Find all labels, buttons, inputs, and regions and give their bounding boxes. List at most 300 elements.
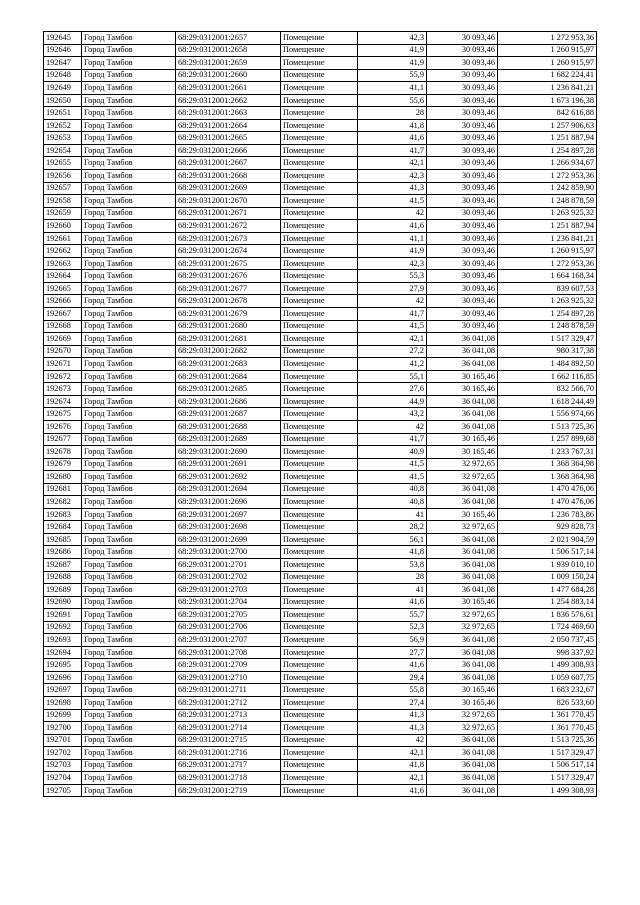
cadastral-value-cell: 1 233 767,31 <box>498 446 597 459</box>
cadastral-number-cell: 68:29:0312001:2687 <box>176 408 281 421</box>
table-row <box>44 107 597 120</box>
area-cell: 41,5 <box>358 320 427 333</box>
area-cell: 42,3 <box>358 257 427 270</box>
unit-value-cell: 30 093,46 <box>427 320 498 333</box>
cadastral-number-cell: 68:29:0312001:2667 <box>176 157 281 170</box>
cadastral-number-cell: 68:29:0312001:2669 <box>176 182 281 195</box>
cadastral-value-cell: 2 050 737,45 <box>498 634 597 647</box>
unit-value-cell: 32 972,65 <box>427 521 498 534</box>
row-number-cell: 192654 <box>44 144 82 157</box>
area-cell: 27,6 <box>358 383 427 396</box>
object-type-cell: Помещение <box>281 44 358 57</box>
table-row <box>44 621 597 634</box>
object-type-cell: Помещение <box>281 784 358 797</box>
object-type-cell: Помещение <box>281 358 358 371</box>
row-number-cell: 192701 <box>44 734 82 747</box>
object-type-cell: Помещение <box>281 734 358 747</box>
cadastral-value-cell: 1 260 915,97 <box>498 57 597 70</box>
cadastral-number-cell: 68:29:0312001:2671 <box>176 207 281 220</box>
row-number-cell: 192679 <box>44 458 82 471</box>
table-row <box>44 295 597 308</box>
unit-value-cell: 30 165,46 <box>427 508 498 521</box>
object-type-cell: Помещение <box>281 558 358 571</box>
object-type-cell: Помещение <box>281 308 358 321</box>
cadastral-value-cell: 1 260 915,97 <box>498 44 597 57</box>
area-cell: 42,1 <box>358 772 427 785</box>
city-cell: Город Тамбов <box>82 759 176 772</box>
cadastral-number-cell: 68:29:0312001:2658 <box>176 44 281 57</box>
row-number-cell: 192656 <box>44 170 82 183</box>
area-cell: 41,1 <box>358 82 427 95</box>
object-type-cell: Помещение <box>281 257 358 270</box>
object-type-cell: Помещение <box>281 320 358 333</box>
cadastral-value-cell: 1 499 308,93 <box>498 659 597 672</box>
table-row <box>44 119 597 132</box>
table-row <box>44 320 597 333</box>
table-row <box>44 684 597 697</box>
row-number-cell: 192677 <box>44 433 82 446</box>
city-cell: Город Тамбов <box>82 94 176 107</box>
cadastral-value-cell: 1 368 364,98 <box>498 471 597 484</box>
cadastral-number-cell: 68:29:0312001:2711 <box>176 684 281 697</box>
table-row <box>44 496 597 509</box>
area-cell: 41,7 <box>358 308 427 321</box>
object-type-cell: Помещение <box>281 458 358 471</box>
object-type-cell: Помещение <box>281 546 358 559</box>
row-number-cell: 192688 <box>44 571 82 584</box>
cadastral-number-cell: 68:29:0312001:2664 <box>176 119 281 132</box>
unit-value-cell: 32 972,65 <box>427 458 498 471</box>
unit-value-cell: 30 093,46 <box>427 82 498 95</box>
row-number-cell: 192697 <box>44 684 82 697</box>
city-cell: Город Тамбов <box>82 132 176 145</box>
row-number-cell: 192681 <box>44 483 82 496</box>
cadastral-number-cell: 68:29:0312001:2662 <box>176 94 281 107</box>
object-type-cell: Помещение <box>281 245 358 258</box>
city-cell: Город Тамбов <box>82 722 176 735</box>
area-cell: 42 <box>358 207 427 220</box>
area-cell: 41,8 <box>358 759 427 772</box>
unit-value-cell: 30 093,46 <box>427 119 498 132</box>
object-type-cell: Помещение <box>281 433 358 446</box>
unit-value-cell: 30 093,46 <box>427 170 498 183</box>
area-cell: 52,3 <box>358 621 427 634</box>
area-cell: 40,9 <box>358 446 427 459</box>
unit-value-cell: 30 093,46 <box>427 69 498 82</box>
row-number-cell: 192649 <box>44 82 82 95</box>
object-type-cell: Помещение <box>281 232 358 245</box>
table-row <box>44 220 597 233</box>
cadastral-number-cell: 68:29:0312001:2660 <box>176 69 281 82</box>
object-type-cell: Помещение <box>281 345 358 358</box>
object-type-cell: Помещение <box>281 270 358 283</box>
row-number-cell: 192692 <box>44 621 82 634</box>
cadastral-value-cell: 839 607,53 <box>498 282 597 295</box>
row-number-cell: 192691 <box>44 609 82 622</box>
table-row <box>44 458 597 471</box>
cadastral-value-cell: 1 236 841,21 <box>498 82 597 95</box>
row-number-cell: 192705 <box>44 784 82 797</box>
table-row <box>44 157 597 170</box>
cadastral-value-cell: 1 939 010,10 <box>498 558 597 571</box>
unit-value-cell: 32 972,65 <box>427 722 498 735</box>
city-cell: Город Тамбов <box>82 232 176 245</box>
cadastral-value-cell: 1 513 725,36 <box>498 734 597 747</box>
city-cell: Город Тамбов <box>82 508 176 521</box>
cadastral-value-cell: 1 517 329,47 <box>498 747 597 760</box>
city-cell: Город Тамбов <box>82 207 176 220</box>
area-cell: 55,7 <box>358 609 427 622</box>
cadastral-number-cell: 68:29:0312001:2661 <box>176 82 281 95</box>
cadastral-value-cell: 1 059 607,75 <box>498 671 597 684</box>
row-number-cell: 192661 <box>44 232 82 245</box>
cadastral-number-cell: 68:29:0312001:2696 <box>176 496 281 509</box>
cadastral-value-cell: 2 021 904,59 <box>498 533 597 546</box>
object-type-cell: Помещение <box>281 107 358 120</box>
city-cell: Город Тамбов <box>82 671 176 684</box>
cadastral-number-cell: 68:29:0312001:2690 <box>176 446 281 459</box>
table-row <box>44 533 597 546</box>
object-type-cell: Помещение <box>281 571 358 584</box>
city-cell: Город Тамбов <box>82 584 176 597</box>
city-cell: Город Тамбов <box>82 144 176 157</box>
area-cell: 41,5 <box>358 195 427 208</box>
cadastral-number-cell: 68:29:0312001:2719 <box>176 784 281 797</box>
object-type-cell: Помещение <box>281 646 358 659</box>
table-row <box>44 245 597 258</box>
city-cell: Город Тамбов <box>82 32 176 45</box>
table-row <box>44 82 597 95</box>
cadastral-value-cell: 1 251 887,94 <box>498 132 597 145</box>
area-cell: 55,9 <box>358 69 427 82</box>
area-cell: 41,6 <box>358 132 427 145</box>
unit-value-cell: 36 041,08 <box>427 483 498 496</box>
table-row <box>44 232 597 245</box>
cadastral-number-cell: 68:29:0312001:2682 <box>176 345 281 358</box>
city-cell: Город Тамбов <box>82 308 176 321</box>
object-type-cell: Помещение <box>281 119 358 132</box>
area-cell: 41,3 <box>358 722 427 735</box>
unit-value-cell: 36 041,08 <box>427 408 498 421</box>
city-cell: Город Тамбов <box>82 119 176 132</box>
object-type-cell: Помещение <box>281 772 358 785</box>
area-cell: 27,7 <box>358 646 427 659</box>
unit-value-cell: 36 041,08 <box>427 659 498 672</box>
city-cell: Город Тамбов <box>82 458 176 471</box>
cadastral-number-cell: 68:29:0312001:2704 <box>176 596 281 609</box>
cadastral-value-cell: 980 317,38 <box>498 345 597 358</box>
unit-value-cell: 36 041,08 <box>427 333 498 346</box>
cadastral-value-cell: 832 566,70 <box>498 383 597 396</box>
cadastral-value-cell: 1 506 517,14 <box>498 759 597 772</box>
city-cell: Город Тамбов <box>82 684 176 697</box>
table-row <box>44 282 597 295</box>
unit-value-cell: 36 041,08 <box>427 420 498 433</box>
cadastral-value-cell: 1 470 476,06 <box>498 496 597 509</box>
cadastral-number-cell: 68:29:0312001:2677 <box>176 282 281 295</box>
row-number-cell: 192680 <box>44 471 82 484</box>
table-row <box>44 521 597 534</box>
area-cell: 55,1 <box>358 370 427 383</box>
city-cell: Город Тамбов <box>82 220 176 233</box>
city-cell: Город Тамбов <box>82 596 176 609</box>
unit-value-cell: 36 041,08 <box>427 546 498 559</box>
cadastral-number-cell: 68:29:0312001:2673 <box>176 232 281 245</box>
city-cell: Город Тамбов <box>82 521 176 534</box>
object-type-cell: Помещение <box>281 759 358 772</box>
object-type-cell: Помещение <box>281 220 358 233</box>
table-row <box>44 609 597 622</box>
area-cell: 41,2 <box>358 358 427 371</box>
cadastral-value-cell: 1 009 150,24 <box>498 571 597 584</box>
object-type-cell: Помещение <box>281 144 358 157</box>
unit-value-cell: 36 041,08 <box>427 496 498 509</box>
cadastral-value-cell: 1 236 841,21 <box>498 232 597 245</box>
object-type-cell: Помещение <box>281 671 358 684</box>
row-number-cell: 192660 <box>44 220 82 233</box>
object-type-cell: Помещение <box>281 446 358 459</box>
table-row <box>44 257 597 270</box>
area-cell: 41,6 <box>358 784 427 797</box>
unit-value-cell: 30 093,46 <box>427 308 498 321</box>
cadastral-value-cell: 1 272 953,36 <box>498 170 597 183</box>
table-row <box>44 759 597 772</box>
city-cell: Город Тамбов <box>82 44 176 57</box>
row-number-cell: 192650 <box>44 94 82 107</box>
table-row <box>44 57 597 70</box>
unit-value-cell: 30 165,46 <box>427 370 498 383</box>
cadastral-number-cell: 68:29:0312001:2685 <box>176 383 281 396</box>
row-number-cell: 192645 <box>44 32 82 45</box>
cadastral-number-cell: 68:29:0312001:2666 <box>176 144 281 157</box>
object-type-cell: Помещение <box>281 32 358 45</box>
row-number-cell: 192657 <box>44 182 82 195</box>
cadastral-value-cell: 1 662 116,85 <box>498 370 597 383</box>
cadastral-value-cell: 1 254 883,14 <box>498 596 597 609</box>
cadastral-number-cell: 68:29:0312001:2683 <box>176 358 281 371</box>
cadastral-number-cell: 68:29:0312001:2657 <box>176 32 281 45</box>
table-row <box>44 546 597 559</box>
cadastral-value-cell: 1 263 925,32 <box>498 295 597 308</box>
object-type-cell: Помещение <box>281 420 358 433</box>
table-row <box>44 144 597 157</box>
area-cell: 27,2 <box>358 345 427 358</box>
object-type-cell: Помещение <box>281 471 358 484</box>
area-cell: 55,8 <box>358 684 427 697</box>
table-row <box>44 571 597 584</box>
object-type-cell: Помещение <box>281 157 358 170</box>
table-body <box>44 32 597 797</box>
object-type-cell: Помещение <box>281 483 358 496</box>
area-cell: 44,9 <box>358 395 427 408</box>
cadastral-number-cell: 68:29:0312001:2701 <box>176 558 281 571</box>
row-number-cell: 192652 <box>44 119 82 132</box>
city-cell: Город Тамбов <box>82 659 176 672</box>
unit-value-cell: 32 972,65 <box>427 609 498 622</box>
table-row <box>44 634 597 647</box>
row-number-cell: 192702 <box>44 747 82 760</box>
row-number-cell: 192670 <box>44 345 82 358</box>
row-number-cell: 192696 <box>44 671 82 684</box>
row-number-cell: 192667 <box>44 308 82 321</box>
unit-value-cell: 30 093,46 <box>427 270 498 283</box>
table-row <box>44 207 597 220</box>
area-cell: 28,2 <box>358 521 427 534</box>
row-number-cell: 192669 <box>44 333 82 346</box>
city-cell: Город Тамбов <box>82 646 176 659</box>
object-type-cell: Помещение <box>281 370 358 383</box>
unit-value-cell: 30 093,46 <box>427 195 498 208</box>
row-number-cell: 192672 <box>44 370 82 383</box>
row-number-cell: 192673 <box>44 383 82 396</box>
cadastral-value-cell: 1 513 725,36 <box>498 420 597 433</box>
table-row <box>44 671 597 684</box>
cadastral-number-cell: 68:29:0312001:2678 <box>176 295 281 308</box>
unit-value-cell: 30 165,46 <box>427 684 498 697</box>
cadastral-number-cell: 68:29:0312001:2705 <box>176 609 281 622</box>
cadastral-value-cell: 1 248 878,59 <box>498 320 597 333</box>
object-type-cell: Помещение <box>281 621 358 634</box>
city-cell: Город Тамбов <box>82 433 176 446</box>
table-row <box>44 446 597 459</box>
city-cell: Город Тамбов <box>82 320 176 333</box>
cadastral-value-cell: 1 242 859,90 <box>498 182 597 195</box>
table-row <box>44 132 597 145</box>
unit-value-cell: 36 041,08 <box>427 345 498 358</box>
table-row <box>44 772 597 785</box>
object-type-cell: Помещение <box>281 195 358 208</box>
area-cell: 55,3 <box>358 270 427 283</box>
city-cell: Город Тамбов <box>82 420 176 433</box>
table-row <box>44 659 597 672</box>
row-number-cell: 192683 <box>44 508 82 521</box>
city-cell: Город Тамбов <box>82 345 176 358</box>
row-number-cell: 192703 <box>44 759 82 772</box>
area-cell: 41,8 <box>358 546 427 559</box>
table-row <box>44 408 597 421</box>
row-number-cell: 192687 <box>44 558 82 571</box>
object-type-cell: Помещение <box>281 57 358 70</box>
area-cell: 41,6 <box>358 659 427 672</box>
cadastral-number-cell: 68:29:0312001:2663 <box>176 107 281 120</box>
unit-value-cell: 36 041,08 <box>427 747 498 760</box>
cadastral-value-cell: 929 828,73 <box>498 521 597 534</box>
cadastral-number-cell: 68:29:0312001:2707 <box>176 634 281 647</box>
cadastral-number-cell: 68:29:0312001:2715 <box>176 734 281 747</box>
area-cell: 28 <box>358 571 427 584</box>
cadastral-value-cell: 1 260 915,97 <box>498 245 597 258</box>
city-cell: Город Тамбов <box>82 471 176 484</box>
area-cell: 42,3 <box>358 170 427 183</box>
city-cell: Город Тамбов <box>82 546 176 559</box>
area-cell: 41,6 <box>358 596 427 609</box>
cadastral-number-cell: 68:29:0312001:2710 <box>176 671 281 684</box>
cadastral-value-cell: 1 556 974,66 <box>498 408 597 421</box>
table-row <box>44 44 597 57</box>
object-type-cell: Помещение <box>281 659 358 672</box>
cadastral-number-cell: 68:29:0312001:2697 <box>176 508 281 521</box>
cadastral-number-cell: 68:29:0312001:2659 <box>176 57 281 70</box>
table-row <box>44 32 597 45</box>
city-cell: Город Тамбов <box>82 496 176 509</box>
unit-value-cell: 30 165,46 <box>427 433 498 446</box>
cadastral-number-cell: 68:29:0312001:2674 <box>176 245 281 258</box>
cadastral-number-cell: 68:29:0312001:2699 <box>176 533 281 546</box>
cadastral-number-cell: 68:29:0312001:2718 <box>176 772 281 785</box>
cadastral-value-cell: 1 724 469,60 <box>498 621 597 634</box>
city-cell: Город Тамбов <box>82 57 176 70</box>
area-cell: 42 <box>358 295 427 308</box>
area-cell: 42,1 <box>358 747 427 760</box>
object-type-cell: Помещение <box>281 533 358 546</box>
area-cell: 40,8 <box>358 483 427 496</box>
cadastral-number-cell: 68:29:0312001:2694 <box>176 483 281 496</box>
cadastral-number-cell: 68:29:0312001:2716 <box>176 747 281 760</box>
cadastral-number-cell: 68:29:0312001:2676 <box>176 270 281 283</box>
cadastral-number-cell: 68:29:0312001:2680 <box>176 320 281 333</box>
unit-value-cell: 30 093,46 <box>427 44 498 57</box>
cadastral-value-cell: 1 272 953,36 <box>498 257 597 270</box>
cadastral-value-cell: 1 477 684,28 <box>498 584 597 597</box>
cadastral-value-cell: 1 470 476,06 <box>498 483 597 496</box>
unit-value-cell: 36 041,08 <box>427 395 498 408</box>
table-row <box>44 358 597 371</box>
cadastral-number-cell: 68:29:0312001:2698 <box>176 521 281 534</box>
table-row <box>44 722 597 735</box>
unit-value-cell: 36 041,08 <box>427 759 498 772</box>
object-type-cell: Помещение <box>281 82 358 95</box>
cadastral-number-cell: 68:29:0312001:2665 <box>176 132 281 145</box>
row-number-cell: 192684 <box>44 521 82 534</box>
row-number-cell: 192651 <box>44 107 82 120</box>
area-cell: 42 <box>358 734 427 747</box>
cadastral-value-cell: 1 272 953,36 <box>498 32 597 45</box>
table-row <box>44 433 597 446</box>
table-row <box>44 395 597 408</box>
area-cell: 42,3 <box>358 32 427 45</box>
cadastral-number-cell: 68:29:0312001:2679 <box>176 308 281 321</box>
table-row <box>44 508 597 521</box>
city-cell: Город Тамбов <box>82 358 176 371</box>
cadastral-value-cell: 1 682 224,41 <box>498 69 597 82</box>
row-number-cell: 192699 <box>44 709 82 722</box>
unit-value-cell: 30 093,46 <box>427 57 498 70</box>
city-cell: Город Тамбов <box>82 747 176 760</box>
cadastral-value-cell: 1 251 887,94 <box>498 220 597 233</box>
table-row <box>44 333 597 346</box>
cadastral-number-cell: 68:29:0312001:2713 <box>176 709 281 722</box>
object-type-cell: Помещение <box>281 684 358 697</box>
unit-value-cell: 36 041,08 <box>427 584 498 597</box>
object-type-cell: Помещение <box>281 170 358 183</box>
object-type-cell: Помещение <box>281 282 358 295</box>
object-type-cell: Помещение <box>281 295 358 308</box>
object-type-cell: Помещение <box>281 395 358 408</box>
unit-value-cell: 30 093,46 <box>427 207 498 220</box>
cadastral-value-cell: 1 263 925,32 <box>498 207 597 220</box>
object-type-cell: Помещение <box>281 69 358 82</box>
city-cell: Город Тамбов <box>82 621 176 634</box>
object-type-cell: Помещение <box>281 496 358 509</box>
cadastral-value-cell: 1 257 906,63 <box>498 119 597 132</box>
city-cell: Город Тамбов <box>82 734 176 747</box>
city-cell: Город Тамбов <box>82 170 176 183</box>
area-cell: 41,9 <box>358 57 427 70</box>
city-cell: Город Тамбов <box>82 295 176 308</box>
unit-value-cell: 36 041,08 <box>427 734 498 747</box>
table-row <box>44 596 597 609</box>
cadastral-number-cell: 68:29:0312001:2700 <box>176 546 281 559</box>
